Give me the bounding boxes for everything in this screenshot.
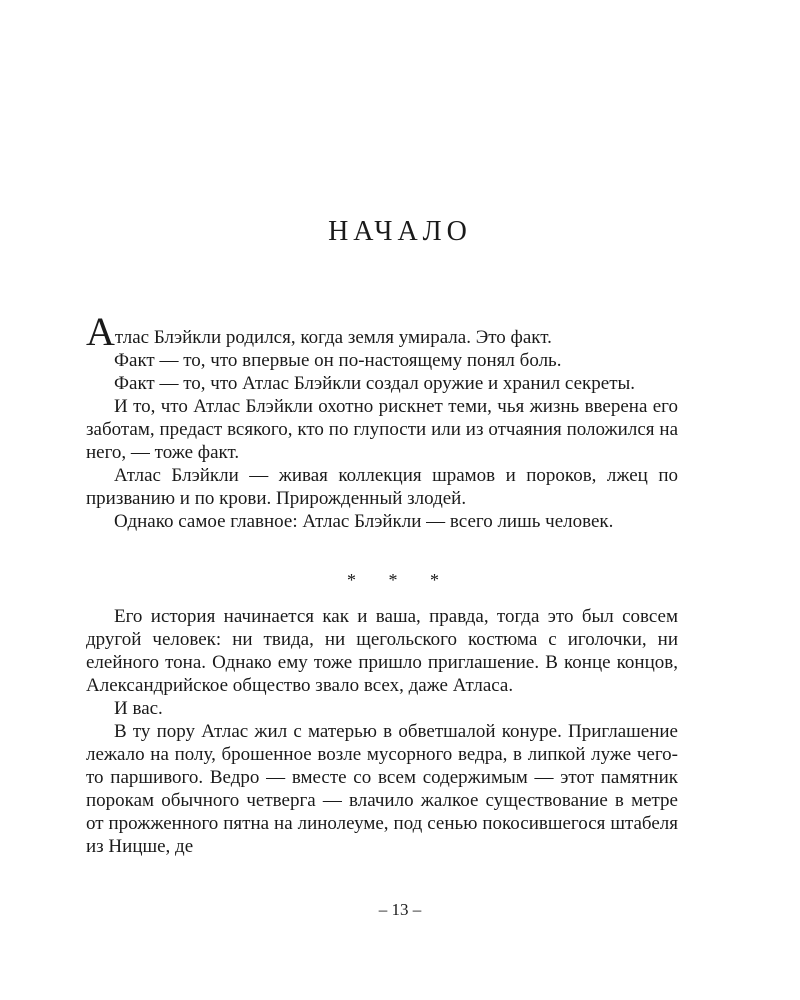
- paragraph: Факт — то, что впервые он по-настоящему понял боль.: [114, 350, 562, 371]
- section-separator: * * *: [347, 570, 453, 590]
- paragraph: И вас.: [114, 698, 163, 719]
- page-number: – 13 –: [378, 900, 422, 919]
- paragraph: Факт — то, что Атлас Блэйкли создал оружие и хранил секреты.: [114, 373, 636, 394]
- opening-paragraph: [86, 309, 678, 354]
- paragraph: Его история начинается как и ваша, правда, тогда это был совсем другой человек: ни твида, ни щегольского костюма с иголочки, ни елейного тона. Однако ему тоже пришло приглашение. В конце концов, Александрийское общество звало всех, даже Атласа.: [86, 606, 678, 696]
- paragraph: Однако самое главное: Атлас Блэйкли — всего лишь человек.: [114, 511, 614, 532]
- section-two: [86, 605, 678, 858]
- paragraph: Атлас Блэйкли — живая коллекция шрамов и пороков, лжец по призванию и по крови. Прирожденный злодей.: [86, 465, 678, 509]
- drop-cap: А: [86, 309, 115, 354]
- chapter-title: НАЧАЛО: [328, 216, 472, 247]
- paragraph: В ту пору Атлас жил с матерью в обветшалой конуре. Приглашение лежало на полу, брошенное возле мусорного ведра, в липкой луже чего-то паршивого. Ведро — вместе со всем содержимым — этот памятник порокам обычного четверга — влачило жалкое существование в метре от прожженного пятна на линолеуме, под сенью покосившегося штабеля из Ницше, де: [86, 721, 678, 857]
- section-one: [86, 309, 678, 533]
- opening-paragraph-text: тлас Блэйкли родился, когда земля умирала. Это факт.: [114, 327, 552, 348]
- paragraph: И то, что Атлас Блэйкли охотно рискнет теми, чья жизнь вверена его заботам, предаст всякого, кто по глупости или из отчаяния положился на него, — тоже факт.: [86, 396, 678, 463]
